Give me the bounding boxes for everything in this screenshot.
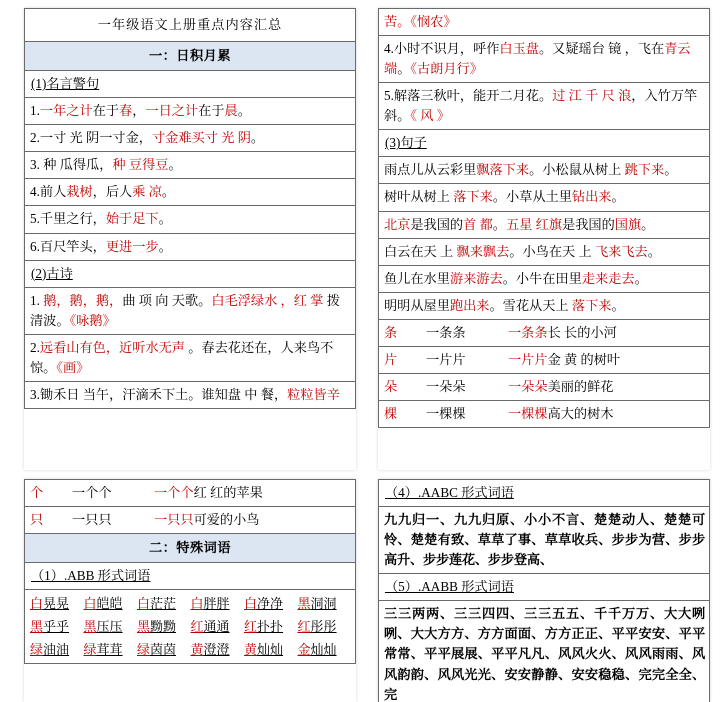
text-run: 。小草从土里 <box>492 189 572 205</box>
text-run: 。 <box>158 211 172 227</box>
text-run: 跑出来 <box>449 297 490 313</box>
abb-word: 绿茸茸 <box>83 642 123 658</box>
measure-word-phrase: 一条条长 长的小河 <box>508 324 617 340</box>
text-run: 百尺竿头， <box>39 238 106 254</box>
abb-word: 红扑扑 <box>244 619 284 635</box>
poem-row <box>25 334 356 381</box>
proverb-row <box>25 233 356 260</box>
table-top-right <box>378 8 710 428</box>
table-row <box>25 152 356 179</box>
table-row <box>25 206 356 233</box>
text-run: 落下来 <box>453 189 493 205</box>
table-row <box>379 157 710 184</box>
table-row <box>25 287 356 334</box>
abb-grid <box>30 593 351 660</box>
abb-word: 白晃晃 <box>30 596 70 612</box>
table-top-left <box>24 8 356 409</box>
poem-row <box>379 36 710 83</box>
measure-word: 片 <box>384 351 398 367</box>
text-run: 。小牛在田里 <box>502 270 582 286</box>
measure-word-row <box>379 373 710 400</box>
text-run: 苦。《悯农》 <box>384 14 457 29</box>
item-number: 1. <box>30 103 40 119</box>
text-run: 拨清波。 <box>30 292 340 328</box>
text-run: ，入竹万竿斜。 <box>384 88 698 124</box>
panel-top-left <box>24 8 356 470</box>
text-run: 曲 项 向 天歌。 <box>122 292 212 308</box>
rich-text <box>384 217 654 232</box>
rich-text <box>384 189 625 204</box>
table-row <box>25 125 356 152</box>
table-row <box>379 211 710 238</box>
text-run: 一年之计 <box>39 103 93 119</box>
item-number: 2. <box>30 130 40 146</box>
abb-word: 金灿灿 <box>297 642 337 658</box>
table-row <box>379 480 710 507</box>
text-run: 在于 <box>92 103 120 119</box>
table-row <box>25 563 356 590</box>
text-run: 鹅，鹅，鹅， <box>39 292 123 308</box>
poem-row <box>25 381 356 408</box>
rich-text <box>384 41 691 76</box>
abb-word: 黑洞洞 <box>297 596 337 612</box>
text-run: 飘落下来 <box>476 162 530 178</box>
text-run: 春 <box>119 103 133 119</box>
text-run: 青云 端 <box>384 41 691 77</box>
table-row <box>25 71 356 98</box>
abb-word: 黄澄澄 <box>190 642 230 658</box>
rich-text <box>384 271 648 286</box>
table-row <box>379 36 710 83</box>
table-row <box>379 292 710 319</box>
section-header-two: 二：特殊词语 <box>25 534 356 563</box>
text-run: 。 <box>641 216 655 232</box>
text-run: 一日之计 <box>145 103 199 119</box>
abb-word: 白皑皑 <box>83 596 123 612</box>
item-number: 5. <box>384 88 394 104</box>
abb-word: 红通通 <box>190 619 230 635</box>
text-run: 始于足下 <box>105 211 159 227</box>
text-run: 白玉盘 <box>499 41 539 57</box>
item-number: 4. <box>30 184 40 200</box>
text-run: 粒粒皆辛 <box>287 386 340 402</box>
rich-text <box>30 184 175 199</box>
text-run: 飞来飞去 <box>595 243 648 259</box>
rich-text <box>30 157 182 172</box>
item-number: 5. <box>30 211 40 227</box>
item-number: 4. <box>384 41 394 57</box>
text-run: 明明从屋里 <box>384 297 450 313</box>
abb-word: 黄灿灿 <box>244 642 284 658</box>
measure-word-repeat: 一个个 <box>72 485 112 500</box>
proverb-row <box>25 125 356 152</box>
text-run: ，后人 <box>92 184 133 200</box>
abb-word: 白茫茫 <box>137 596 177 612</box>
text-run: 白云在天 上 <box>384 243 457 259</box>
panel-top-right <box>378 8 710 470</box>
table-bottom-left <box>24 479 356 664</box>
table-bottom-right <box>378 479 710 702</box>
rich-text <box>384 162 677 177</box>
table-row <box>25 260 356 287</box>
text-run: ， <box>132 103 146 119</box>
table-row <box>25 42 356 71</box>
measure-word: 个 <box>30 485 44 500</box>
text-run: 栽树 <box>66 184 93 200</box>
text-run: 。 <box>611 297 625 313</box>
sentence-row <box>379 211 710 238</box>
measure-word-phrase: 一只只可爱的小鸟 <box>154 512 260 528</box>
subhead-aabb: （5）.AABB 形式词语 <box>379 574 710 601</box>
rich-text <box>30 130 264 145</box>
measure-word-repeat: 一只只 <box>72 512 112 528</box>
rich-text <box>30 293 340 328</box>
sentence-row <box>379 184 710 211</box>
measure-word: 朵 <box>384 378 398 394</box>
aabb-word-list: 三三两两、三三四四、三三五五、千千万万、大大咧咧、大大方方、方方面面、方方正正、平平安安、平平常常、平平展展、平平凡凡、风风火火、风风雨雨、风风韵韵、风风光光、安安静静、安安稳稳、完完全全、完 <box>379 601 710 702</box>
abb-word: 绿茵茵 <box>137 642 177 658</box>
abb-word: 白净净 <box>244 596 284 612</box>
text-run: 《 风 》 <box>410 108 450 124</box>
measure-word-phrase: 一个个红 红的苹果 <box>154 485 263 500</box>
table-row <box>379 238 710 265</box>
text-run: 种 豆得豆 <box>112 157 169 173</box>
page-title: 一年级语文上册重点内容汇总 <box>25 9 356 42</box>
measure-word-row <box>379 400 710 427</box>
table-row <box>379 130 710 157</box>
rich-text <box>30 387 340 402</box>
measure-word-repeat: 一片片 <box>426 351 466 367</box>
text-run: 。 <box>664 162 678 178</box>
abb-word: 绿油油 <box>30 642 70 658</box>
panel-bottom-left <box>24 479 356 702</box>
rich-text <box>384 298 625 313</box>
poem-row <box>25 287 356 334</box>
abb-word: 红彤彤 <box>297 619 337 635</box>
abb-word: 黑乎乎 <box>30 619 70 635</box>
text-run: 。 <box>397 61 411 77</box>
text-run: 在于 <box>198 103 225 119</box>
text-run: 走来走去 <box>581 270 635 286</box>
text-run: 寸金难买寸 光 阴 <box>151 130 251 146</box>
text-run: 。 <box>611 189 625 205</box>
text-run: 解落三秋叶，能开二月花。 <box>393 88 553 104</box>
sentence-row <box>379 292 710 319</box>
text-run: 。小鸟在天 上 <box>509 243 595 259</box>
text-run: 首 都 <box>463 216 493 232</box>
measure-word-phrase: 一片片金 黄 的树叶 <box>508 351 621 367</box>
aabc-word-list: 九九归一、九九归原、小小不言、楚楚动人、楚楚可怜、楚楚有致、草草了事、草草收兵、步步为营、步步高升、步步莲花、步步登高、 <box>379 507 710 574</box>
text-run: 。 <box>250 130 265 146</box>
item-number: 2. <box>30 339 40 355</box>
rich-text <box>30 239 172 254</box>
sentence-row <box>379 238 710 265</box>
measure-word-repeat: 一条条 <box>426 324 466 340</box>
table-row <box>25 534 356 563</box>
abb-word: 黑黝黝 <box>137 619 177 635</box>
poem-row <box>379 83 710 130</box>
subhead-abb: （1）.ABB 形式词语 <box>25 563 356 590</box>
text-run: 更进一步 <box>105 238 159 254</box>
text-run: 雨点儿从云彩里 <box>384 162 477 178</box>
text-run: 《画》 <box>56 359 90 375</box>
table-row <box>25 98 356 125</box>
measure-word-phrase: 一朵朵美丽的鲜花 <box>508 378 614 394</box>
rich-text <box>30 340 333 375</box>
text-run: 飘来飘去 <box>456 243 510 259</box>
table-row <box>25 381 356 408</box>
section-header-one: 一：日积月累 <box>25 42 356 71</box>
abb-word: 白胖胖 <box>190 596 230 612</box>
text-run: 。春去花还在，人来鸟不惊。 <box>30 339 334 375</box>
table-row <box>25 507 356 534</box>
table-row <box>25 590 356 664</box>
text-run: 。 <box>647 243 661 259</box>
text-run: 过 江 千 尺 浪 <box>552 88 632 104</box>
table-row <box>25 9 356 42</box>
text-run: 晨 <box>224 103 238 119</box>
text-run: 。 <box>158 238 172 254</box>
table-row <box>25 334 356 381</box>
text-run: 鱼儿在水里 <box>384 270 450 286</box>
text-run: 跳下来 <box>624 162 665 178</box>
measure-word: 条 <box>384 324 398 340</box>
table-row <box>379 346 710 373</box>
text-run: 北京 <box>384 216 411 232</box>
text-run: 树叶从树上 <box>384 189 454 205</box>
subhead-mingyan-jingju: (1)名言警句 <box>25 71 356 98</box>
proverb-row <box>25 179 356 206</box>
item-number: 6. <box>30 238 40 254</box>
table-row <box>379 373 710 400</box>
abb-word: 黑压压 <box>83 619 123 635</box>
table-row <box>25 480 356 507</box>
text-run: 五星 红旗 <box>505 216 563 232</box>
subhead-aabc: （4）.AABC 形式词语 <box>379 480 710 507</box>
table-row <box>379 601 710 702</box>
text-run: 锄禾日 当午，汗滴禾下土。谁知盘 中 餐， <box>39 386 288 402</box>
rich-text <box>30 103 251 118</box>
table-row <box>25 233 356 260</box>
table-row <box>25 179 356 206</box>
table-row <box>379 184 710 211</box>
text-run: 小时不识月，呼作 <box>393 41 500 57</box>
measure-word-row <box>25 507 356 534</box>
measure-word-repeat: 一棵棵 <box>426 405 466 421</box>
measure-word-row <box>379 346 710 373</box>
rich-text <box>384 88 697 123</box>
table-row <box>379 400 710 427</box>
text-run: 国旗 <box>614 216 642 232</box>
proverb-row <box>25 98 356 125</box>
text-run: 。 <box>161 184 176 200</box>
table-row <box>379 507 710 574</box>
panel-bottom-right <box>378 479 710 702</box>
text-run: 红 掌 <box>293 292 327 308</box>
rich-text <box>384 14 457 29</box>
rich-text <box>30 211 172 226</box>
table-row <box>379 319 710 346</box>
text-run: 。 <box>492 216 506 232</box>
text-run: 。 <box>168 157 182 173</box>
subhead-gushi: (2)古诗 <box>25 260 356 287</box>
table-row <box>379 83 710 130</box>
text-run: 《古朗月行》 <box>410 61 483 77</box>
subhead-juzi: (3)句子 <box>379 130 710 157</box>
text-run: 远看山有色，近听水无声 <box>39 339 185 355</box>
measure-word: 只 <box>30 512 44 528</box>
text-run: 是我国的 <box>562 216 615 232</box>
measure-word-repeat: 一朵朵 <box>426 378 466 394</box>
text-run: 。 <box>237 103 251 119</box>
text-run: 是我国的 <box>410 216 464 232</box>
sentence-row <box>379 157 710 184</box>
text-run: 白毛浮绿水 ， <box>211 292 294 308</box>
measure-word-row <box>379 319 710 346</box>
table-row <box>379 574 710 601</box>
text-run: 种 瓜得瓜， <box>39 157 113 173</box>
text-run: 乘 凉 <box>132 184 162 200</box>
text-run: 落下来 <box>571 297 612 313</box>
text-run: 。又疑瑶台 镜 ，飞在 <box>538 41 665 57</box>
poem-row-continuation <box>379 9 710 36</box>
measure-word: 棵 <box>384 405 398 421</box>
text-run: 一寸 光 阴一寸金， <box>39 130 152 146</box>
sentence-row <box>379 265 710 292</box>
item-number: 3. <box>30 386 40 402</box>
table-row <box>379 265 710 292</box>
text-run: 《咏鹅》 <box>69 312 116 328</box>
text-run: 。小松鼠从树上 <box>529 162 625 178</box>
text-run: 千里之行， <box>39 211 106 227</box>
text-run: 游来游去 <box>449 270 503 286</box>
proverb-row <box>25 206 356 233</box>
item-number: 1. <box>30 292 40 308</box>
proverb-row <box>25 152 356 179</box>
text-run: 。雪花从天上 <box>489 297 572 313</box>
text-run: 钻出来 <box>571 189 612 205</box>
text-run: 前人 <box>39 184 67 200</box>
text-run: 。 <box>634 270 648 286</box>
item-number: 3. <box>30 157 40 173</box>
abb-word-list <box>25 590 356 664</box>
table-row <box>379 9 710 36</box>
measure-word-row <box>25 480 356 507</box>
measure-word-phrase: 一棵棵高大的树木 <box>508 405 614 421</box>
rich-text <box>384 244 661 259</box>
